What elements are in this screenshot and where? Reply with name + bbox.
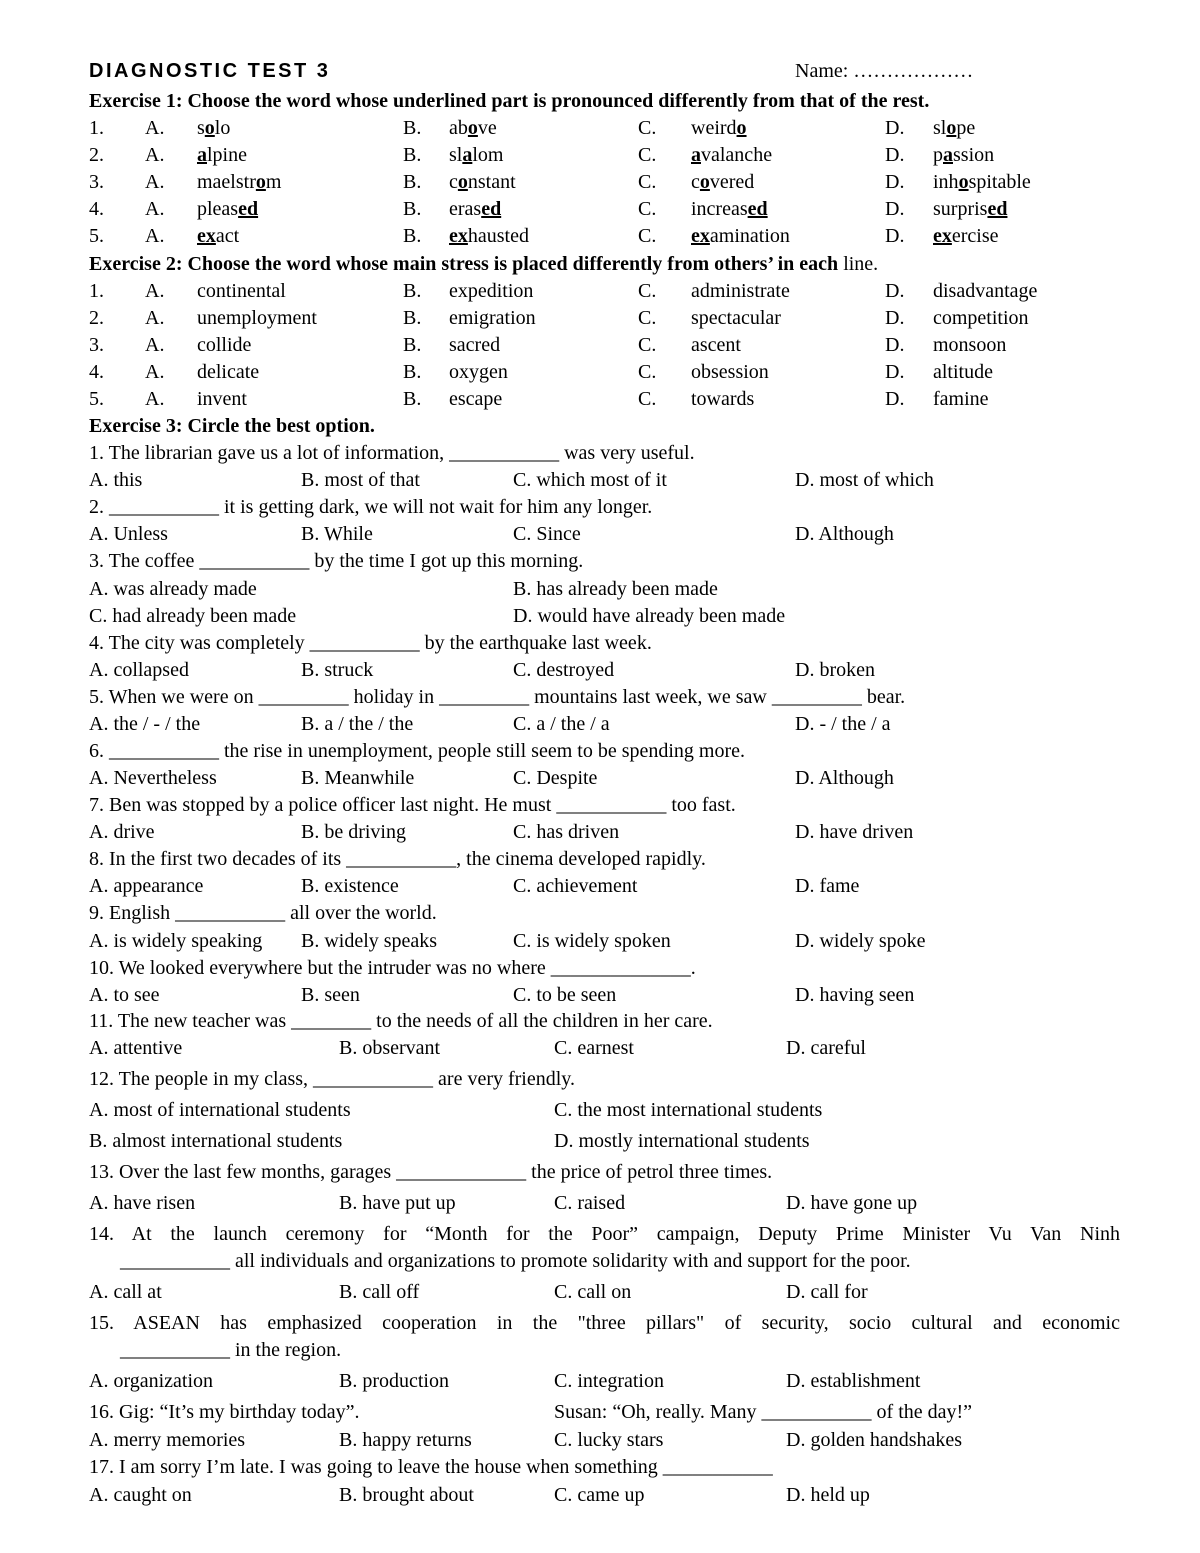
question-14-continued: ___________ all individuals and organizations to promote solidarity with and support for the poor. (120, 1250, 911, 1272)
option-word[interactable]: avalanche (691, 144, 773, 166)
option-letter[interactable]: C. (638, 334, 657, 356)
question-1-options (0, 467, 1200, 494)
option-letter[interactable]: C. (638, 144, 657, 166)
option-letter[interactable]: D. (885, 198, 905, 220)
option-word[interactable]: covered (691, 171, 755, 193)
option-letter[interactable]: C. (638, 307, 657, 329)
question-16-options (0, 1427, 1200, 1454)
question-3: 3. The coffee ___________ by the time I got up this morning. (89, 550, 584, 572)
option-a[interactable]: A. call at (89, 1281, 162, 1303)
option-word[interactable]: exhausted (449, 225, 529, 247)
question-number: 2. (89, 307, 104, 329)
option-d[interactable]: D. call for (786, 1281, 868, 1303)
option-word[interactable]: spectacular (691, 307, 781, 329)
option-word[interactable]: constant (449, 171, 516, 193)
option-letter[interactable]: C. (638, 171, 657, 193)
option-letter[interactable]: B. (403, 361, 422, 383)
question-14: 14. At the launch ceremony for “Month for the Poor” campaign, Deputy Prime Minister Vu Van Ninh (89, 1223, 1120, 1245)
option-word[interactable]: ascent (691, 334, 741, 356)
option-word[interactable]: weirdo (691, 117, 747, 139)
question-10-options (0, 982, 1200, 1009)
option-b[interactable]: B. observant (339, 1037, 441, 1059)
question-13: 13. Over the last few months, garages _____________ the price of petrol three times. (89, 1161, 773, 1183)
underlined-part: ex (933, 225, 952, 247)
option-letter[interactable]: A. (145, 307, 165, 329)
question-4: 4. The city was completely ___________ by the earthquake last week. (89, 632, 652, 654)
option-b[interactable]: B. most of that (301, 469, 420, 491)
question-11: 11. The new teacher was ________ to the needs of all the children in her care. (89, 1010, 713, 1032)
option-word[interactable]: oxygen (449, 361, 508, 383)
option-b[interactable]: B. has already been made (513, 578, 718, 600)
option-letter[interactable]: C. (638, 361, 657, 383)
underlined-part: a (462, 144, 473, 166)
option-c[interactable]: C. lucky stars (554, 1429, 664, 1451)
option-letter[interactable]: D. (885, 307, 905, 329)
option-letter[interactable]: D. (885, 171, 905, 193)
question-6: 6. ___________ the rise in unemployment, people still seem to be spending more. (89, 740, 746, 762)
option-c[interactable]: C. call on (554, 1281, 632, 1303)
option-d[interactable]: D. having seen (795, 984, 915, 1006)
option-word[interactable]: competition (933, 307, 1029, 329)
question-1: 1. The librarian gave us a lot of information, ___________ was very useful. (89, 442, 695, 464)
option-c[interactable]: C. destroyed (513, 659, 615, 681)
option-c[interactable]: C. came up (554, 1484, 645, 1506)
name-field: Name: ……………… (795, 60, 974, 82)
option-a[interactable]: A. to see (89, 984, 160, 1006)
option-letter[interactable]: A. (145, 117, 165, 139)
option-a[interactable]: A. have risen (89, 1192, 196, 1214)
exercise-2-heading: Exercise 2: Choose the word whose main stress is placed differently from others’ in each line. (89, 253, 879, 275)
option-d[interactable]: D. - / the / a (795, 713, 891, 735)
question-number: 1. (89, 117, 104, 139)
option-b[interactable]: B. existence (301, 875, 399, 897)
option-word[interactable]: above (449, 117, 497, 139)
option-letter[interactable]: A. (145, 225, 165, 247)
option-c[interactable]: C. earnest (554, 1037, 634, 1059)
option-c[interactable]: C. integration (554, 1370, 664, 1392)
option-word[interactable]: emigration (449, 307, 536, 329)
option-letter[interactable]: C. (638, 280, 657, 302)
option-a[interactable]: A. organization (89, 1370, 214, 1392)
question-2-options (0, 521, 1200, 548)
option-word[interactable]: collide (197, 334, 252, 356)
option-word[interactable]: expedition (449, 280, 534, 302)
underlined-part: ed (481, 198, 502, 220)
question-13-options (0, 1190, 1200, 1217)
option-word[interactable]: alpine (197, 144, 247, 166)
option-a[interactable]: A. the / - / the (89, 713, 201, 735)
option-word[interactable]: sacred (449, 334, 501, 356)
question-16: 16. Gig: “It’s my birthday today”. Susan: “Oh, really. Many ___________ of the day!” (89, 1401, 973, 1423)
option-letter[interactable]: C. (638, 198, 657, 220)
option-d[interactable]: D. golden handshakes (786, 1429, 963, 1451)
option-letter[interactable]: D. (885, 388, 905, 410)
underlined-part: ed (987, 198, 1008, 220)
underlined-part: a (197, 144, 207, 166)
ex1-question-row (0, 142, 1200, 169)
option-b[interactable]: B. be driving (301, 821, 406, 843)
option-letter[interactable]: C. (638, 117, 657, 139)
option-word[interactable]: inhospitable (933, 171, 1031, 193)
question-2: 2. ___________ it is getting dark, we will not wait for him any longer. (89, 496, 653, 518)
option-word[interactable]: continental (197, 280, 286, 302)
option-b[interactable]: B. While (301, 523, 373, 545)
question-number: 2. (89, 144, 104, 166)
question-5: 5. When we were on _________ holiday in _________ mountains last week, we saw _________ bear. (89, 686, 906, 708)
option-letter[interactable]: D. (885, 280, 905, 302)
header (0, 58, 1200, 85)
option-letter[interactable]: A. (145, 171, 165, 193)
question-12: 12. The people in my class, ____________ are very friendly. (89, 1068, 575, 1090)
question-15: 15. ASEAN has emphasized cooperation in the "three pillars" of security, socio cultural and economic (89, 1312, 1120, 1334)
question-8-options (0, 873, 1200, 900)
option-word[interactable]: pleased (197, 198, 259, 220)
question-9-options (0, 928, 1200, 955)
option-word[interactable]: delicate (197, 361, 260, 383)
option-letter[interactable]: D. (885, 144, 905, 166)
option-a[interactable]: A. Unless (89, 523, 168, 545)
question-3-options-row-2 (0, 603, 1200, 630)
option-word[interactable]: exact (197, 225, 240, 247)
ex1-question-row (0, 169, 1200, 196)
option-c[interactable]: C. to be seen (513, 984, 617, 1006)
option-b[interactable]: B. a / the / the (301, 713, 414, 735)
option-word[interactable]: unemployment (197, 307, 317, 329)
ex1-question-row (0, 115, 1200, 142)
option-c[interactable]: C. a / the / a (513, 713, 610, 735)
underlined-part: ed (238, 198, 259, 220)
question-12-options-row-2 (0, 1128, 1200, 1155)
option-word[interactable]: monsoon (933, 334, 1007, 356)
question-17: 17. I am sorry I’m late. I was going to leave the house when something ___________ (89, 1456, 773, 1478)
page-title: DIAGNOSTIC TEST 3 (89, 60, 331, 82)
option-b[interactable]: B. Meanwhile (301, 767, 415, 789)
option-c[interactable]: C. achievement (513, 875, 638, 897)
option-letter[interactable]: D. (885, 334, 905, 356)
underlined-part: a (691, 144, 701, 166)
option-word[interactable]: maelstrom (197, 171, 282, 193)
option-d[interactable]: D. careful (786, 1037, 866, 1059)
option-word[interactable]: disadvantage (933, 280, 1038, 302)
underlined-part: o (958, 171, 969, 193)
option-b[interactable]: B. call off (339, 1281, 420, 1303)
ex2-question-row (0, 305, 1200, 332)
question-number: 4. (89, 198, 104, 220)
question-9: 9. English ___________ all over the world. (89, 902, 437, 924)
underlined-part: ex (449, 225, 468, 247)
question-15-continued: ___________ in the region. (120, 1339, 342, 1361)
option-a[interactable]: A. is widely speaking (89, 930, 263, 952)
option-letter[interactable]: A. (145, 144, 165, 166)
option-letter[interactable]: C. (638, 225, 657, 247)
option-b[interactable]: B. widely speaks (301, 930, 438, 952)
option-letter[interactable]: A. (145, 280, 165, 302)
option-word[interactable]: passion (933, 144, 995, 166)
option-d[interactable]: D. fame (795, 875, 860, 897)
ex2-question-row (0, 359, 1200, 386)
question-8: 8. In the first two decades of its ___________, the cinema developed rapidly. (89, 848, 706, 870)
option-word[interactable]: invent (197, 388, 247, 410)
option-b[interactable]: B. seen (301, 984, 360, 1006)
option-a[interactable]: A. was already made (89, 578, 257, 600)
option-b[interactable]: B. happy returns (339, 1429, 472, 1451)
option-b[interactable]: B. have put up (339, 1192, 456, 1214)
question-11-options (0, 1035, 1200, 1062)
option-a[interactable]: A. appearance (89, 875, 204, 897)
option-letter[interactable]: B. (403, 225, 422, 247)
underlined-part: o (699, 171, 710, 193)
option-a[interactable]: A. collapsed (89, 659, 189, 681)
question-number: 5. (89, 225, 104, 247)
option-a[interactable]: A. merry memories (89, 1429, 246, 1451)
option-letter[interactable]: B. (403, 198, 422, 220)
ex1-question-row (0, 196, 1200, 223)
option-letter[interactable]: B. (403, 334, 422, 356)
option-word[interactable]: obsession (691, 361, 769, 383)
option-d[interactable]: D. Although (795, 767, 894, 789)
option-c[interactable]: C. is widely spoken (513, 930, 671, 952)
option-d[interactable]: D. have gone up (786, 1192, 918, 1214)
option-letter[interactable]: B. (403, 388, 422, 410)
option-word[interactable]: erased (449, 198, 502, 220)
underlined-part: o (946, 117, 957, 139)
underlined-part: ed (747, 198, 768, 220)
option-c[interactable]: C. Despite (513, 767, 598, 789)
option-a[interactable]: A. caught on (89, 1484, 192, 1506)
question-7-options (0, 819, 1200, 846)
option-b[interactable]: B. struck (301, 659, 374, 681)
underlined-part: ex (197, 225, 216, 247)
option-letter[interactable]: B. (403, 171, 422, 193)
option-word[interactable]: altitude (933, 361, 993, 383)
option-word[interactable]: administrate (691, 280, 790, 302)
underlined-part: o (255, 171, 266, 193)
option-word[interactable]: towards (691, 388, 755, 410)
question-14-options (0, 1279, 1200, 1306)
question-number: 3. (89, 334, 104, 356)
option-b[interactable]: B. production (339, 1370, 449, 1392)
option-c[interactable]: C. has driven (513, 821, 620, 843)
option-d[interactable]: D. establishment (786, 1370, 921, 1392)
option-letter[interactable]: D. (885, 225, 905, 247)
exercise-1-heading: Exercise 1: Choose the word whose underlined part is pronounced differently from that of the rest. (89, 90, 930, 112)
underlined-part: a (943, 144, 953, 166)
question-12-options-row-1 (0, 1097, 1200, 1124)
option-letter[interactable]: B. (403, 280, 422, 302)
option-a[interactable]: A. Nevertheless (89, 767, 217, 789)
option-word[interactable]: solo (197, 117, 231, 139)
option-b[interactable]: B. almost international students (89, 1130, 343, 1152)
ex2-question-row (0, 332, 1200, 359)
option-a[interactable]: A. drive (89, 821, 155, 843)
question-15-options (0, 1368, 1200, 1395)
option-word[interactable]: exercise (933, 225, 999, 247)
underlined-part: o (457, 171, 468, 193)
exercise-3-heading: Exercise 3: Circle the best option. (89, 415, 375, 437)
option-letter[interactable]: A. (145, 334, 165, 356)
option-c[interactable]: C. had already been made (89, 605, 297, 627)
underlined-part: o (736, 117, 747, 139)
option-d[interactable]: D. mostly international students (554, 1130, 810, 1152)
option-letter[interactable]: D. (885, 361, 905, 383)
option-word[interactable]: slalom (449, 144, 504, 166)
option-letter[interactable]: B. (403, 307, 422, 329)
option-a[interactable]: A. attentive (89, 1037, 183, 1059)
option-letter[interactable]: A. (145, 198, 165, 220)
question-number: 4. (89, 361, 104, 383)
question-number: 1. (89, 280, 104, 302)
option-letter[interactable]: C. (638, 388, 657, 410)
option-word[interactable]: examination (691, 225, 790, 247)
underlined-part: o (204, 117, 215, 139)
option-word[interactable]: escape (449, 388, 503, 410)
question-3-options-row-1 (0, 576, 1200, 603)
option-a[interactable]: A. most of international students (89, 1099, 351, 1121)
ex2-question-row (0, 278, 1200, 305)
option-d[interactable]: D. most of which (795, 469, 934, 491)
option-letter[interactable]: A. (145, 388, 165, 410)
underlined-part: ex (691, 225, 710, 247)
option-c[interactable]: C. Since (513, 523, 581, 545)
option-d[interactable]: D. broken (795, 659, 875, 681)
question-4-options (0, 657, 1200, 684)
option-c[interactable]: C. which most of it (513, 469, 667, 491)
question-10: 10. We looked everywhere but the intruder was no where ______________. (89, 957, 696, 979)
option-letter[interactable]: A. (145, 361, 165, 383)
option-d[interactable]: D. widely spoke (795, 930, 926, 952)
option-word[interactable]: slope (933, 117, 976, 139)
option-b[interactable]: B. brought about (339, 1484, 474, 1506)
question-number: 5. (89, 388, 104, 410)
question-7: 7. Ben was stopped by a police officer last night. He must ___________ too fast. (89, 794, 736, 816)
option-c[interactable]: C. the most international students (554, 1099, 823, 1121)
option-word[interactable]: increased (691, 198, 768, 220)
option-d[interactable]: D. Although (795, 523, 894, 545)
option-d[interactable]: D. held up (786, 1484, 870, 1506)
option-a[interactable]: A. this (89, 469, 143, 491)
underlined-part: o (467, 117, 478, 139)
option-c[interactable]: C. raised (554, 1192, 626, 1214)
ex1-question-row (0, 223, 1200, 250)
option-word[interactable]: famine (933, 388, 989, 410)
question-number: 3. (89, 171, 104, 193)
question-5-options (0, 711, 1200, 738)
option-d[interactable]: D. have driven (795, 821, 914, 843)
question-17-options (0, 1482, 1200, 1509)
question-6-options (0, 765, 1200, 792)
ex2-question-row (0, 386, 1200, 413)
option-letter[interactable]: B. (403, 117, 422, 139)
option-d[interactable]: D. would have already been made (513, 605, 786, 627)
option-word[interactable]: surprised (933, 198, 1008, 220)
option-letter[interactable]: B. (403, 144, 422, 166)
option-letter[interactable]: D. (885, 117, 905, 139)
